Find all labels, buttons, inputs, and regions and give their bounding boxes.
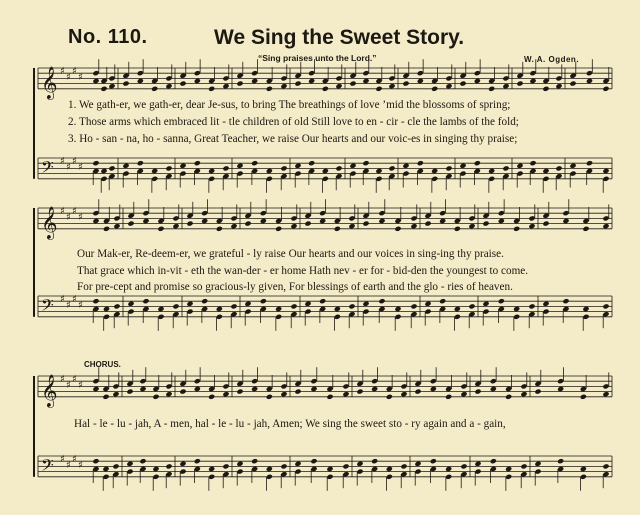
- note-head: [260, 298, 267, 304]
- note-head: [378, 218, 385, 224]
- note-head: [216, 306, 223, 312]
- note-head: [342, 463, 349, 469]
- hymn-title: We Sing the Sweet Story.: [214, 26, 465, 49]
- note-head: [445, 394, 452, 400]
- note-head: [108, 165, 115, 171]
- sharp-icon: ♯: [60, 454, 65, 465]
- note-head: [542, 86, 549, 92]
- note-head: [165, 391, 172, 397]
- note-head: [569, 81, 576, 87]
- note-head: [454, 226, 461, 232]
- note-head: [586, 160, 593, 166]
- note-head: [516, 81, 523, 87]
- note-head: [445, 83, 452, 89]
- sharp-icon: ♯: [60, 374, 65, 385]
- note-head: [122, 81, 129, 87]
- note-head: [562, 218, 569, 224]
- note-head: [179, 461, 186, 467]
- verse-line-3: 3. Ho - san - na, ho - sanna, Great Teacher, we raise Our hearts and our voic-es in singing thy praise;: [68, 133, 518, 145]
- note-head: [92, 298, 99, 304]
- chorus-line: Hal - le - lu - jah, A - men, hal - le - lu - jah, Amen; We sing the sweet sto - ry again and a - gain,: [74, 418, 506, 430]
- note-head: [513, 226, 520, 232]
- note-head: [542, 221, 549, 227]
- note-head: [459, 81, 466, 87]
- note-head: [335, 165, 342, 171]
- note-head: [137, 160, 144, 166]
- note-head: [172, 303, 179, 309]
- sharp-icon: ♯: [60, 156, 65, 167]
- note-head: [294, 81, 301, 87]
- note-head: [194, 458, 201, 464]
- note-head: [557, 386, 564, 392]
- note-head: [542, 168, 549, 174]
- note-head: [113, 223, 120, 229]
- note-head: [304, 221, 311, 227]
- note-head: [445, 466, 452, 472]
- note-head: [280, 83, 287, 89]
- note-head: [319, 218, 326, 224]
- note-head: [139, 386, 146, 392]
- note-head: [468, 223, 475, 229]
- note-head: [439, 218, 446, 224]
- note-head: [165, 165, 172, 171]
- note-head: [92, 160, 99, 166]
- note-head: [513, 306, 520, 312]
- bass-clef-icon: 𝄢: [41, 454, 54, 479]
- note-head: [326, 466, 333, 472]
- note-head: [557, 458, 564, 464]
- note-head: [100, 86, 107, 92]
- sharp-icon: ♯: [66, 212, 71, 223]
- note-head: [394, 226, 401, 232]
- note-head: [388, 165, 395, 171]
- note-head: [602, 86, 609, 92]
- staff: [38, 374, 612, 408]
- note-head: [342, 391, 349, 397]
- note-head: [103, 226, 110, 232]
- note-head: [417, 160, 424, 166]
- note-head: [152, 466, 159, 472]
- note-head: [122, 163, 129, 169]
- sharp-icon: ♯: [78, 162, 83, 173]
- note-head: [334, 226, 341, 232]
- note-head: [244, 301, 251, 307]
- sharp-icon: ♯: [72, 156, 77, 167]
- note-head: [102, 394, 109, 400]
- note-head: [498, 218, 505, 224]
- note-head: [310, 458, 317, 464]
- note-head: [362, 221, 369, 227]
- note-head: [151, 168, 158, 174]
- note-head: [410, 223, 417, 229]
- note-head: [280, 165, 287, 171]
- note-head: [562, 298, 569, 304]
- note-head: [460, 391, 467, 397]
- sharp-icon: ♯: [72, 206, 77, 217]
- note-head: [102, 466, 109, 472]
- note-head: [468, 303, 475, 309]
- note-head: [151, 86, 158, 92]
- note-head: [520, 391, 527, 397]
- sharp-icon: ♯: [78, 300, 83, 311]
- note-head: [378, 298, 385, 304]
- note-head: [280, 391, 287, 397]
- note-head: [362, 301, 369, 307]
- note-head: [474, 160, 481, 166]
- sharp-icon: ♯: [72, 454, 77, 465]
- note-head: [230, 303, 237, 309]
- note-head: [103, 306, 110, 312]
- note-head: [194, 78, 201, 84]
- note-head: [555, 165, 562, 171]
- note-head: [582, 226, 589, 232]
- sharp-icon: ♯: [66, 162, 71, 173]
- note-head: [400, 463, 407, 469]
- sharp-icon: ♯: [60, 206, 65, 217]
- note-head: [459, 163, 466, 169]
- sharp-icon: ♯: [78, 212, 83, 223]
- note-head: [236, 461, 243, 467]
- note-head: [414, 461, 421, 467]
- sharp-icon: ♯: [72, 294, 77, 305]
- note-head: [92, 386, 99, 392]
- note-head: [290, 223, 297, 229]
- note-head: [260, 218, 267, 224]
- note-head: [430, 458, 437, 464]
- note-head: [322, 86, 329, 92]
- note-head: [308, 160, 315, 166]
- note-head: [348, 303, 355, 309]
- hymn-subtitle: “Sing praises unto the Lord.”: [258, 53, 377, 63]
- note-head: [310, 386, 317, 392]
- note-head: [251, 386, 258, 392]
- note-head: [290, 303, 297, 309]
- note-head: [294, 163, 301, 169]
- note-head: [179, 163, 186, 169]
- note-head: [490, 386, 497, 392]
- note-head: [308, 78, 315, 84]
- note-head: [266, 86, 273, 92]
- note-head: [580, 394, 587, 400]
- bass-clef-icon: 𝄢: [41, 156, 54, 181]
- composer-credit: W. A. Ogden.: [524, 55, 580, 64]
- verse-line-2: 2. Those arms which embraced lit - tle children of old Still love to en - cir - cle the lambs of the fold;: [68, 116, 519, 128]
- note-head: [586, 78, 593, 84]
- note-head: [222, 391, 229, 397]
- note-head: [348, 223, 355, 229]
- hymn-number: No. 110.: [68, 26, 148, 48]
- note-head: [142, 298, 149, 304]
- note-head: [100, 168, 107, 174]
- note-head: [402, 163, 409, 169]
- note-head: [371, 386, 378, 392]
- note-head: [222, 463, 229, 469]
- note-head: [230, 223, 237, 229]
- note-head: [92, 218, 99, 224]
- note-head: [424, 221, 431, 227]
- note-head: [474, 461, 481, 467]
- note-head: [498, 298, 505, 304]
- note-head: [482, 221, 489, 227]
- note-head: [402, 81, 409, 87]
- note-head: [294, 461, 301, 467]
- note-head: [142, 218, 149, 224]
- note-head: [139, 458, 146, 464]
- note-head: [179, 389, 186, 395]
- note-head: [251, 160, 258, 166]
- note-head: [349, 163, 356, 169]
- note-head: [602, 391, 609, 397]
- note-head: [275, 306, 282, 312]
- note-head: [179, 81, 186, 87]
- note-head: [334, 306, 341, 312]
- note-head: [208, 168, 215, 174]
- staff: [38, 294, 612, 319]
- note-head: [275, 226, 282, 232]
- note-head: [414, 389, 421, 395]
- note-head: [127, 301, 134, 307]
- note-head: [555, 83, 562, 89]
- note-head: [356, 461, 363, 467]
- note-head: [386, 466, 393, 472]
- note-head: [113, 303, 120, 309]
- note-head: [127, 221, 134, 227]
- note-head: [244, 221, 251, 227]
- note-head: [439, 298, 446, 304]
- note-head: [266, 394, 273, 400]
- note-head: [126, 389, 133, 395]
- note-head: [490, 458, 497, 464]
- note-head: [112, 391, 119, 397]
- note-head: [236, 81, 243, 87]
- note-head: [126, 461, 133, 467]
- note-head: [474, 389, 481, 395]
- note-head: [208, 466, 215, 472]
- note-head: [482, 301, 489, 307]
- treble-clef-icon: 𝄞: [41, 65, 58, 99]
- note-head: [236, 163, 243, 169]
- note-head: [152, 394, 159, 400]
- note-head: [201, 218, 208, 224]
- note-head: [319, 298, 326, 304]
- sharp-icon: ♯: [78, 72, 83, 83]
- note-head: [417, 78, 424, 84]
- note-head: [157, 226, 164, 232]
- sharp-icon: ♯: [72, 374, 77, 385]
- note-head: [266, 466, 273, 472]
- note-head: [602, 303, 609, 309]
- note-head: [394, 306, 401, 312]
- note-head: [502, 83, 509, 89]
- note-head: [362, 160, 369, 166]
- chorus-label: CHORUS.: [84, 360, 121, 369]
- note-head: [580, 466, 587, 472]
- sharp-icon: ♯: [78, 380, 83, 391]
- note-head: [165, 463, 172, 469]
- note-head: [424, 301, 431, 307]
- verse-line-1: 1. We gath-er, we gath-er, dear Je-sus, to bring The breathings of love ’mid the blossoms of spring;: [68, 99, 511, 111]
- note-head: [371, 458, 378, 464]
- note-head: [194, 160, 201, 166]
- note-head: [375, 168, 382, 174]
- note-head: [322, 168, 329, 174]
- note-head: [582, 306, 589, 312]
- note-head: [534, 389, 541, 395]
- sharp-icon: ♯: [66, 72, 71, 83]
- note-head: [201, 298, 208, 304]
- note-head: [112, 463, 119, 469]
- note-head: [528, 303, 535, 309]
- note-head: [356, 389, 363, 395]
- sharp-icon: ♯: [66, 460, 71, 471]
- note-head: [92, 458, 99, 464]
- treble-clef-icon: 𝄞: [41, 205, 58, 239]
- note-head: [528, 223, 535, 229]
- note-head: [157, 306, 164, 312]
- note-head: [375, 86, 382, 92]
- note-head: [222, 165, 229, 171]
- note-head: [326, 394, 333, 400]
- bass-clef-icon: 𝄢: [41, 294, 54, 319]
- note-head: [602, 223, 609, 229]
- note-head: [529, 78, 536, 84]
- note-head: [505, 466, 512, 472]
- verse-line-6: For pre-cept and promise so gracious-ly given, For blessings of earth and the glo - ries of heaven.: [77, 281, 513, 293]
- note-head: [410, 303, 417, 309]
- note-head: [236, 389, 243, 395]
- staff: [38, 206, 612, 240]
- note-head: [266, 168, 273, 174]
- note-head: [388, 83, 395, 89]
- note-head: [516, 163, 523, 169]
- note-head: [602, 463, 609, 469]
- note-head: [251, 78, 258, 84]
- note-head: [386, 394, 393, 400]
- note-head: [400, 391, 407, 397]
- note-head: [304, 301, 311, 307]
- note-head: [216, 226, 223, 232]
- note-head: [474, 78, 481, 84]
- sharp-icon: ♯: [72, 66, 77, 77]
- note-head: [431, 86, 438, 92]
- sharp-icon: ♯: [60, 294, 65, 305]
- note-head: [430, 386, 437, 392]
- note-head: [529, 160, 536, 166]
- note-head: [172, 223, 179, 229]
- note-head: [335, 83, 342, 89]
- sharp-icon: ♯: [78, 460, 83, 471]
- treble-clef-icon: 𝄞: [41, 373, 58, 407]
- note-head: [460, 463, 467, 469]
- sharp-icon: ♯: [60, 66, 65, 77]
- note-head: [488, 86, 495, 92]
- note-head: [520, 463, 527, 469]
- note-head: [194, 386, 201, 392]
- note-head: [362, 78, 369, 84]
- note-head: [137, 78, 144, 84]
- sharp-icon: ♯: [66, 300, 71, 311]
- note-head: [488, 168, 495, 174]
- note-head: [108, 83, 115, 89]
- note-head: [534, 461, 541, 467]
- note-head: [208, 86, 215, 92]
- note-head: [222, 83, 229, 89]
- note-head: [280, 463, 287, 469]
- note-head: [208, 394, 215, 400]
- note-head: [92, 78, 99, 84]
- note-head: [186, 301, 193, 307]
- note-head: [602, 168, 609, 174]
- note-head: [294, 389, 301, 395]
- note-head: [186, 221, 193, 227]
- note-head: [445, 165, 452, 171]
- note-head: [505, 394, 512, 400]
- verse-line-5: That grace which in-vit - eth the wan-der - er home Hath nev - er for - bid-den the youngest to come.: [77, 265, 529, 277]
- note-head: [542, 301, 549, 307]
- note-head: [431, 168, 438, 174]
- note-head: [502, 165, 509, 171]
- note-head: [454, 306, 461, 312]
- note-head: [569, 163, 576, 169]
- verse-line-4: Our Mak-er, Re-deem-er, we grateful - ly raise Our hearts and our voices in sing-ing thy praise.: [77, 248, 504, 260]
- note-head: [165, 83, 172, 89]
- note-head: [251, 458, 258, 464]
- sharp-icon: ♯: [66, 380, 71, 391]
- note-head: [349, 81, 356, 87]
